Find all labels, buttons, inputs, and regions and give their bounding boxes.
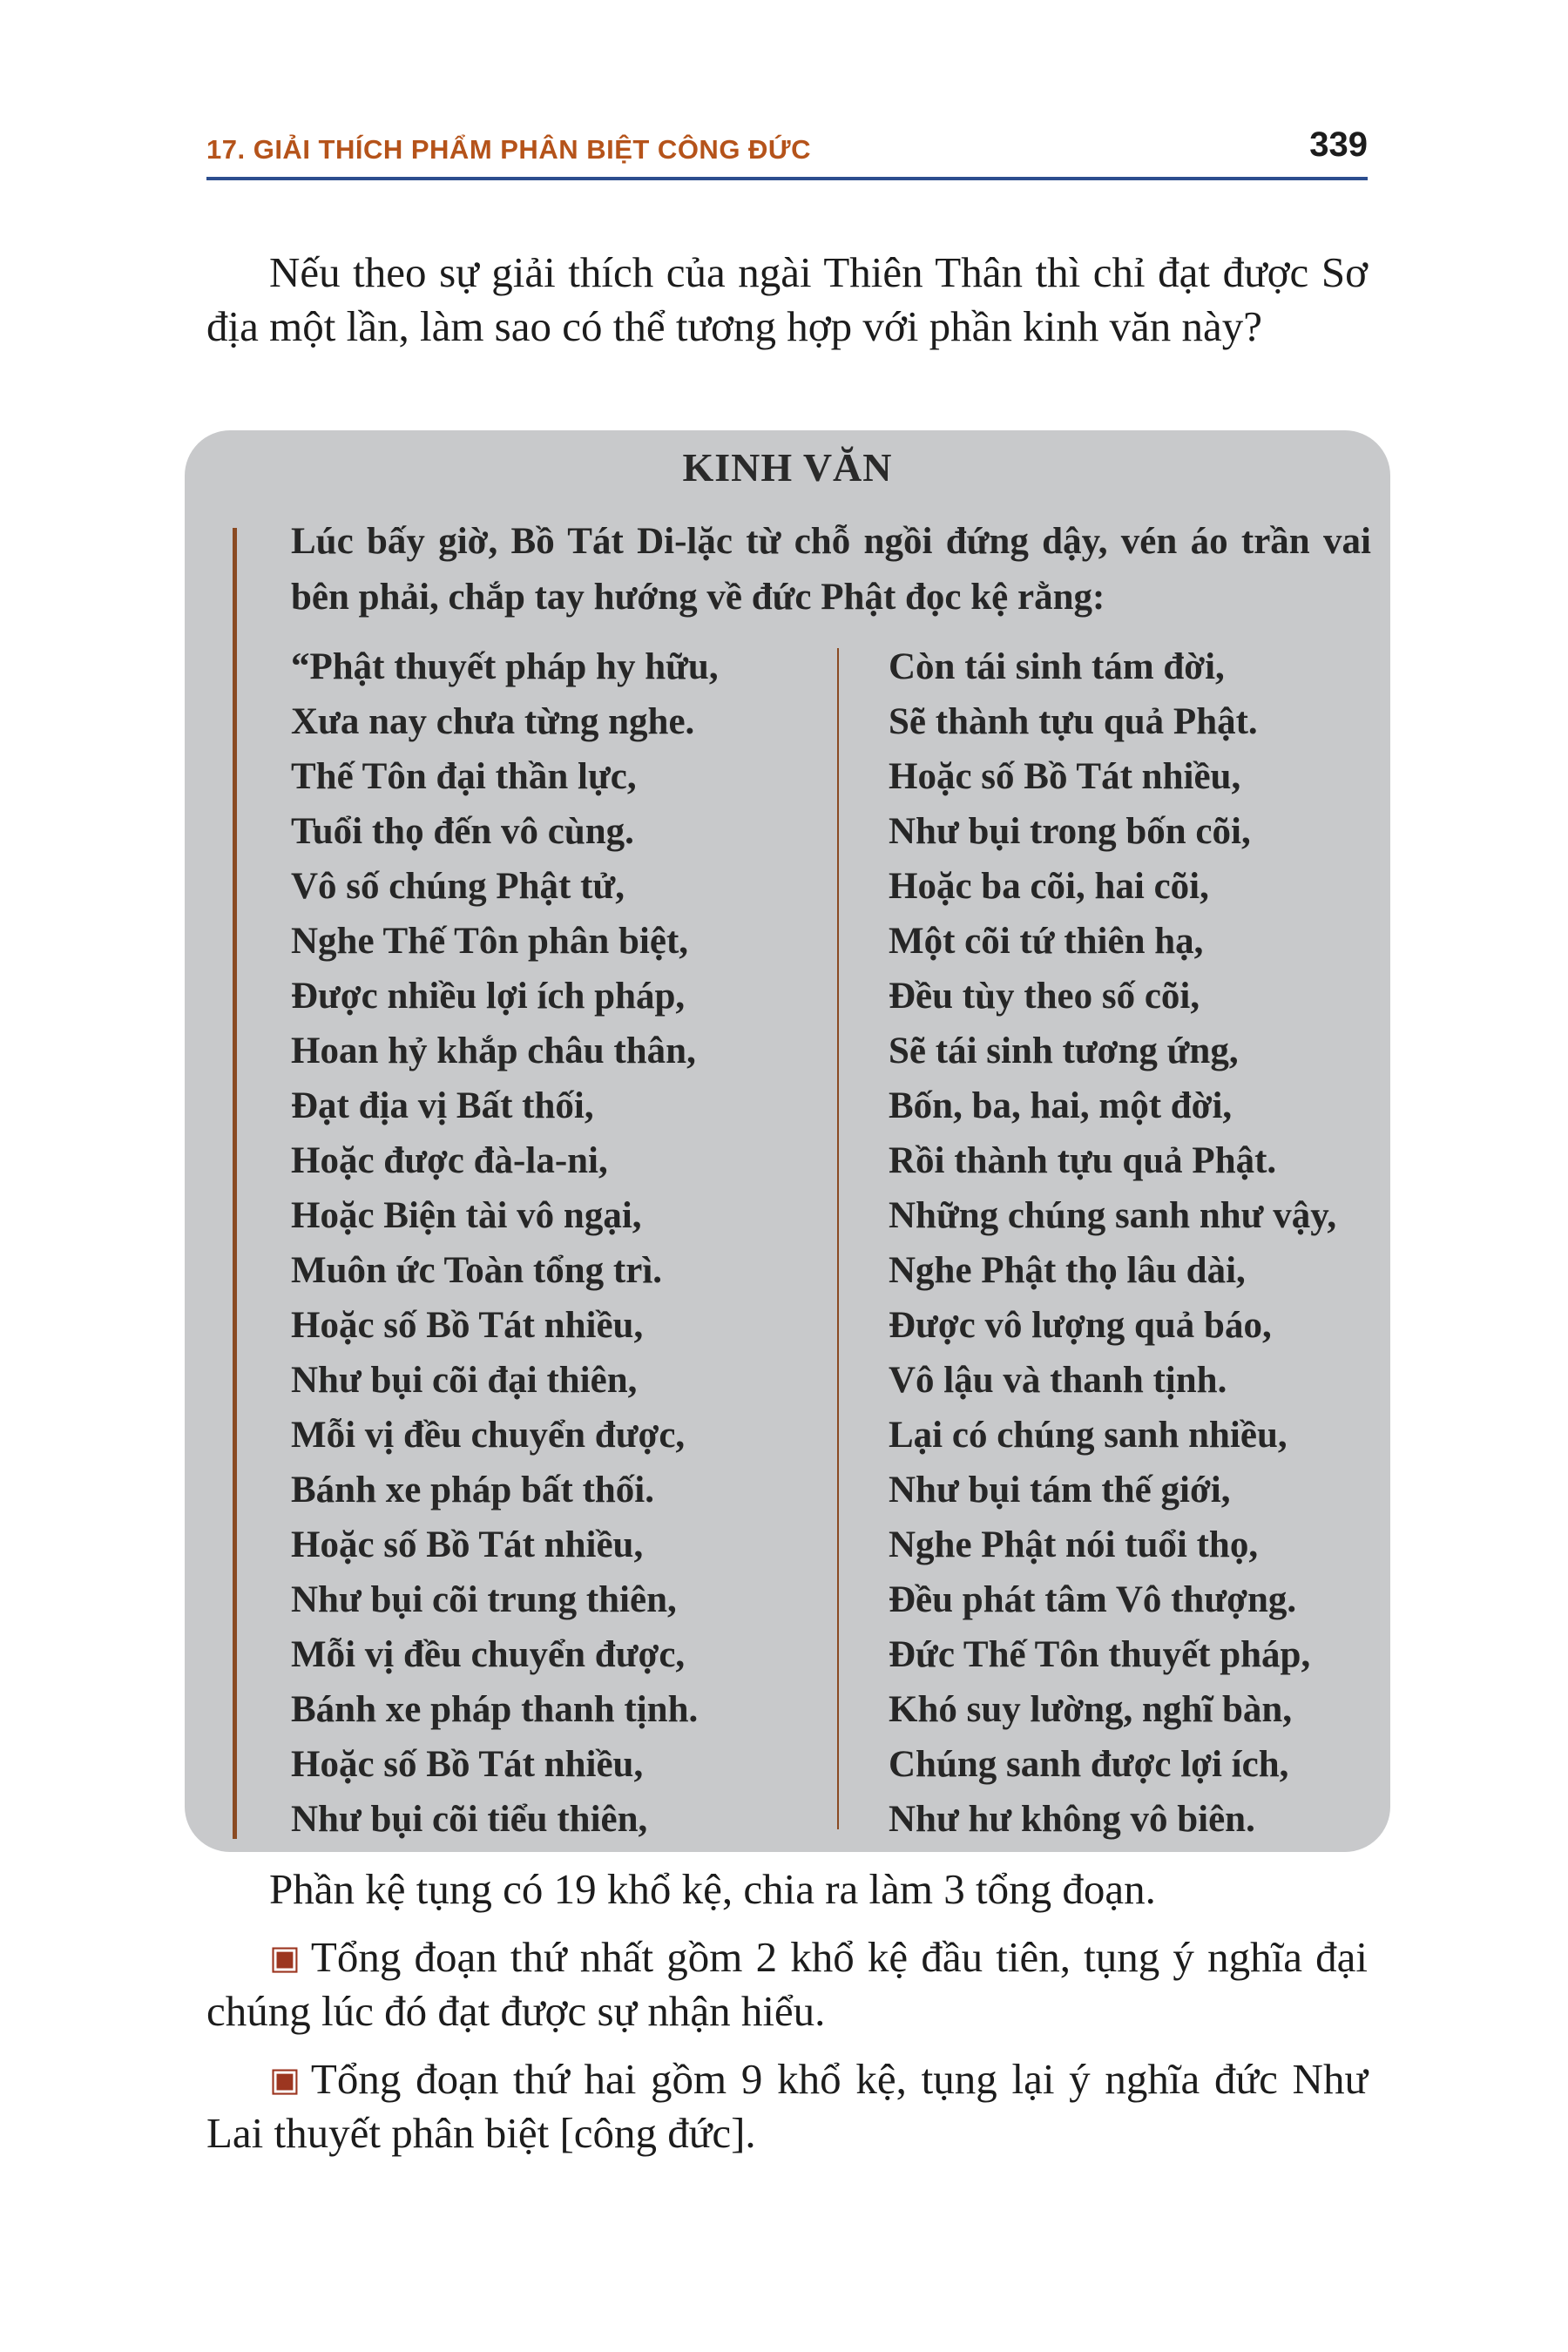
scripture-box <box>185 430 1390 1852</box>
verse-line: Bánh xe pháp bất thối. <box>291 1470 655 1511</box>
page-header <box>206 122 1368 176</box>
intro-paragraph: Nếu theo sự giải thích của ngài Thiên Thân thì chỉ đạt được Sơ địa một lần, làm sao có thể tương hợp với phần kinh văn này? <box>206 248 1368 350</box>
verse-line: Sẽ thành tựu quả Phật. <box>889 701 1258 742</box>
verse-line: Mỗi vị đều chuyển được, <box>291 1415 686 1456</box>
verse-line: Hoặc số Bồ Tát nhiều, <box>889 756 1241 797</box>
chapter-title: 17. GIẢI THÍCH PHẨM PHÂN BIỆT CÔNG ĐỨC <box>206 134 812 165</box>
square-bullet-icon: ▣ <box>269 1938 301 1977</box>
verse-line: Khó suy lường, nghĩ bàn, <box>889 1689 1293 1730</box>
verse-line: Như bụi cõi tiểu thiên, <box>291 1799 648 1840</box>
verse-column-divider <box>837 648 839 1829</box>
verse-line: Mỗi vị đều chuyển được, <box>291 1634 686 1675</box>
verse-line: Hoặc Biện tài vô ngại, <box>291 1195 642 1236</box>
bullet-paragraph-2 <box>206 2052 1368 2160</box>
verse-line: Đạt địa vị Bất thối, <box>291 1085 594 1126</box>
verse-line: Đức Thế Tôn thuyết pháp, <box>889 1634 1311 1675</box>
header-divider <box>206 177 1368 180</box>
verse-line: “Phật thuyết pháp hy hữu, <box>291 646 719 687</box>
verse-line: Như bụi cõi đại thiên, <box>291 1360 638 1401</box>
verse-line: Những chúng sanh như vậy, <box>889 1195 1337 1236</box>
verse-line: Được nhiều lợi ích pháp, <box>291 976 686 1017</box>
verse-line: Đều phát tâm Vô thượng. <box>889 1579 1297 1620</box>
verse-line: Muôn ức Toàn tổng trì. <box>291 1250 663 1291</box>
verse-line: Bốn, ba, hai, một đời, <box>889 1085 1233 1126</box>
verse-line: Còn tái sinh tám đời, <box>889 646 1225 687</box>
verse-line: Xưa nay chưa từng nghe. <box>291 701 695 742</box>
verse-line: Hoặc được đà-la-ni, <box>291 1140 608 1181</box>
verse-line: Như bụi cõi trung thiên, <box>291 1579 677 1620</box>
verse-line: Như hư không vô biên. <box>889 1799 1255 1840</box>
verse-line: Như bụi trong bốn cõi, <box>889 811 1251 852</box>
verse-line: Được vô lượng quả báo, <box>889 1305 1272 1346</box>
verse-line: Vô lậu và thanh tịnh. <box>889 1360 1227 1401</box>
bullet-text: Tổng đoạn thứ nhất gồm 2 khổ kệ đầu tiên, tụng ý nghĩa đại chúng lúc đó đạt được sự nhận hiểu. <box>206 1933 1368 2035</box>
verse-line: Vô số chúng Phật tử, <box>291 866 625 907</box>
verse-line: Nghe Phật thọ lâu dài, <box>889 1250 1246 1291</box>
summary-paragraph: Phần kệ tụng có 19 khổ kệ, chia ra làm 3 tổng đoạn. <box>269 1865 1156 1913</box>
verse-line: Lại có chúng sanh nhiều, <box>889 1415 1288 1456</box>
verse-line: Nghe Thế Tôn phân biệt, <box>291 921 689 962</box>
scripture-accent-bar <box>233 528 237 1839</box>
verse-line: Tuổi thọ đến vô cùng. <box>291 811 634 852</box>
bullet-paragraph-1 <box>206 1930 1368 2038</box>
verse-column-left <box>291 639 719 1847</box>
verse-line: Một cõi tứ thiên hạ, <box>889 921 1204 962</box>
verse-line: Hoan hỷ khắp châu thân, <box>291 1031 696 1071</box>
verse-line: Hoặc số Bồ Tát nhiều, <box>291 1305 644 1346</box>
verse-line: Hoặc ba cõi, hai cõi, <box>889 866 1209 907</box>
scripture-intro: Lúc bấy giờ, Bồ Tát Di-lặc từ chỗ ngồi đứng dậy, vén áo trần vai bên phải, chắp tay hướng về đức Phật đọc kệ rằng: <box>291 521 1371 618</box>
verse-line: Hoặc số Bồ Tát nhiều, <box>291 1744 644 1785</box>
verse-line: Hoặc số Bồ Tát nhiều, <box>291 1524 644 1565</box>
verse-line: Rồi thành tựu quả Phật. <box>889 1140 1277 1181</box>
square-bullet-icon: ▣ <box>269 2060 301 2099</box>
verse-line: Thế Tôn đại thần lực, <box>291 756 637 797</box>
verse-line: Sẽ tái sinh tương ứng, <box>889 1031 1239 1071</box>
page-number: 339 <box>1309 125 1368 164</box>
verse-line: Đều tùy theo số cõi, <box>889 976 1200 1017</box>
verse-column-right <box>889 639 1336 1847</box>
bullet-text: Tổng đoạn thứ hai gồm 9 khổ kệ, tụng lại ý nghĩa đức Như Lai thuyết phân biệt [công đức]. <box>206 2055 1368 2157</box>
verse-line: Bánh xe pháp thanh tịnh. <box>291 1689 699 1730</box>
verse-line: Như bụi tám thế giới, <box>889 1470 1231 1511</box>
verse-line: Nghe Phật nói tuổi thọ, <box>889 1524 1259 1565</box>
verse-line: Chúng sanh được lợi ích, <box>889 1744 1289 1785</box>
scripture-title: KINH VĂN <box>682 445 893 490</box>
